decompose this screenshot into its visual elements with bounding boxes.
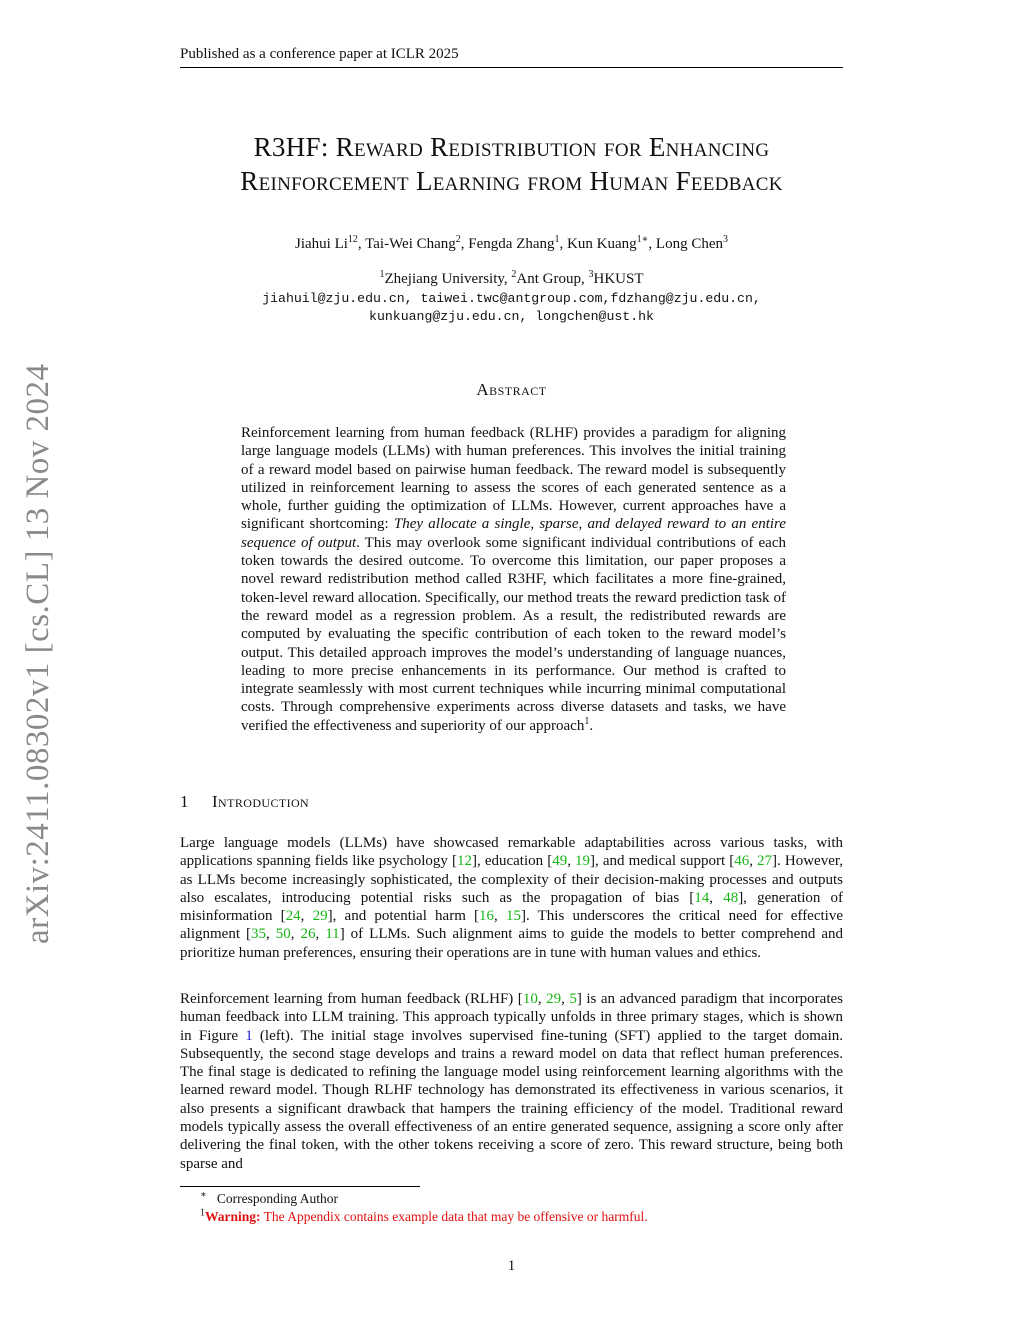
citation-link[interactable]: 24	[285, 908, 301, 925]
warning-label: Warning:	[205, 1209, 261, 1224]
body-text: Large language models (LLMs) have showcased remarkable adaptabilities across various tasks, with applications spanning fields like psychology [	[180, 835, 843, 870]
body-text: (left). The initial stage involves supervised fine-tuning (SFT) applied to the target domain. Subsequently, the second stage develops and trains a reward model on data that reflect human preferences. The final stage is dedicated to refining the language model using reinforcement learning algorithms with the learned reward model. Though RLHF technology has demonstrated its effectiveness in various scenarios, it also presents a significant drawback that hampers the training efficiency of the model. Traditional reward models typically assess the overall effectiveness of an entire generated sequence, assigning a score only after delivering the final token, with the other tokens receiving a score of zero. This reward structure, being both sparse and	[180, 1027, 843, 1172]
citation-link[interactable]: 46	[734, 853, 750, 870]
section-title: Introduction	[212, 792, 310, 811]
footnote-corresponding	[200, 1190, 338, 1207]
citation-link[interactable]: 29	[546, 991, 562, 1007]
body-text: ] is an advanced paradigm that incorporates human feedback into LLM training. This approach typically unfolds in three primary stages, which is shown in Figure	[180, 991, 843, 1044]
citation-link[interactable]: 50	[275, 926, 291, 943]
citation-link[interactable]: 35	[250, 926, 266, 943]
author-emails	[180, 290, 843, 326]
citation-link[interactable]: 10	[522, 991, 538, 1007]
author-affil-mark: 12	[347, 234, 358, 245]
footnote-mark: ∗	[200, 1189, 207, 1201]
footnote-rule	[180, 1186, 420, 1187]
abstract-heading: Abstract	[476, 380, 547, 399]
body-text: ] of LLMs. Such alignment aims to guide the models to better comprehend and prioritize human preferences, ensuring their operations are in tune with human values and ethics.	[180, 926, 843, 961]
footnote-mark: 1	[200, 1207, 205, 1219]
body-text: ,	[300, 908, 313, 925]
footnote-text: Corresponding Author	[216, 1191, 339, 1206]
citation-link[interactable]: 14	[694, 889, 710, 906]
intro-paragraph-1	[180, 834, 843, 962]
author-name: Kun Kuang	[567, 236, 637, 252]
abstract-text: . This may overlook some significant individual contributions of each token towards the desired outcome. To overcome this limitation, our paper proposes a novel reward redistribution method called R3HF, which facilitates a more fine-grained, token-level reward allocation. Specifically, our method treats the reward prediction task of the reward model as a regression problem. As a result, the redistributed rewards are computed by evaluating the specific contribution of each token to the reward model’s output. This detailed approach improves the model’s understanding of language nuances, leading to more precise enhancements in its performance. Our method is crafted to integrate seamlessly with most current techniques while incurring minimal computational costs. Through comprehensive experiments across diverse datasets and tasks, we have verified the effectiveness and superiority of our approach	[241, 534, 786, 734]
arxiv-stamp-text: arXiv:2411.08302v1 [cs.CL] 13 Nov 2024	[20, 363, 56, 944]
affil-mark: 2	[511, 269, 517, 280]
footnote-warning	[200, 1208, 648, 1225]
body-text: Reinforcement learning from human feedback (RLHF) [	[180, 991, 523, 1007]
paper-title	[180, 130, 843, 198]
author-affil-mark: 1∗	[636, 234, 649, 245]
title-line-1: R3HF: Reward Redistribution for Enhancing	[253, 132, 770, 162]
citation-link[interactable]: 49	[552, 853, 568, 870]
citation-link[interactable]: 15	[505, 908, 521, 925]
intro-paragraph-2	[180, 990, 843, 1173]
email-line-1: jiahuil@zju.edu.cn, taiwei.twc@antgroup.com,fdzhang@zju.edu.cn,	[262, 291, 761, 306]
author-name: Jiahui Li	[295, 236, 348, 252]
citation-link[interactable]: 11	[325, 926, 340, 943]
abstract-emphasis: They allocate a single, sparse, and delayed reward to an entire sequence of output	[241, 516, 786, 551]
body-text: ], and potential harm [	[327, 908, 480, 925]
author-affil-mark: 2	[455, 234, 461, 245]
affil-mark: 3	[588, 269, 594, 280]
citation-link[interactable]: 26	[300, 926, 316, 943]
body-text: ,	[494, 908, 506, 925]
body-text: ,	[537, 991, 547, 1007]
body-text: ,	[561, 991, 570, 1007]
body-text: ]. However, as LLMs become increasingly sophisticated, the complexity of their decision-making processes and outputs also escalates, introducing potential risks such as the propagation of bias [	[180, 853, 843, 906]
author-list: Jiahui Li$^{12}$, Tai-Wei Chang$^2$, Fengda Zhang$^1$, Kun Kuang$^{1∗}$, Long Chen$^3$	[295, 234, 728, 252]
title-line-2: Reinforcement Learning from Human Feedback	[240, 166, 783, 196]
author-name: Long Chen	[655, 236, 723, 252]
citation-link[interactable]: 16	[479, 908, 495, 925]
body-text: ,	[290, 926, 301, 943]
body-text: ], education [	[472, 853, 553, 870]
body-text: ,	[265, 926, 276, 943]
author-affil-mark: 1	[554, 234, 560, 245]
author-name: Tai-Wei Chang	[365, 236, 456, 252]
footnote-text: The Appendix contains example data that may be offensive or harmful.	[260, 1209, 648, 1224]
affil-name: Zhejiang University,	[384, 271, 512, 287]
footnote-mark: 1	[584, 715, 590, 727]
body-text: ,	[567, 853, 576, 870]
email-line-2: kunkuang@zju.edu.cn, longchen@ust.hk	[369, 309, 654, 324]
citation-link[interactable]: 48	[723, 889, 739, 906]
affil-name: Ant Group,	[516, 271, 589, 287]
body-text: ,	[749, 853, 758, 870]
section-number: 1	[180, 792, 189, 811]
page-number: 1	[507, 1258, 516, 1274]
section-heading	[180, 792, 843, 812]
body-text: ]. This underscores the critical need for effective alignment [	[180, 908, 843, 943]
abstract-end: .	[589, 717, 594, 734]
running-header: Published as a conference paper at ICLR 2025	[180, 44, 843, 68]
body-text: ], generation of misinformation [	[180, 889, 844, 925]
affil-name: HKUST	[593, 271, 644, 287]
affiliations	[180, 269, 843, 289]
citation-link[interactable]: 19	[575, 853, 591, 870]
abstract-body	[241, 424, 786, 735]
citation-link[interactable]: 29	[312, 908, 328, 925]
body-text: ,	[315, 926, 326, 943]
author-affil-mark: 3	[722, 234, 728, 245]
body-text: ], and medical support [	[590, 853, 735, 870]
figure-ref-link[interactable]: 1	[245, 1027, 253, 1044]
abstract-text: Reinforcement learning from human feedback (RLHF) provides a paradigm for aligning large language models (LLMs) with human preferences. This involves the initial training of a reward model based on pairwise human feedback. The reward model is subsequently utilized in reinforcement learning to assess the scores of each generated sentence as a whole, further guiding the optimization of LLMs. However, current approaches have a significant shortcoming:	[241, 425, 786, 533]
author-name: Fengda Zhang	[468, 236, 555, 252]
affil-mark: 1	[379, 269, 385, 280]
citation-link[interactable]: 27	[757, 853, 773, 870]
citation-link[interactable]: 5	[569, 991, 577, 1007]
citation-link[interactable]: 12	[457, 853, 472, 870]
body-text: ,	[709, 889, 724, 906]
